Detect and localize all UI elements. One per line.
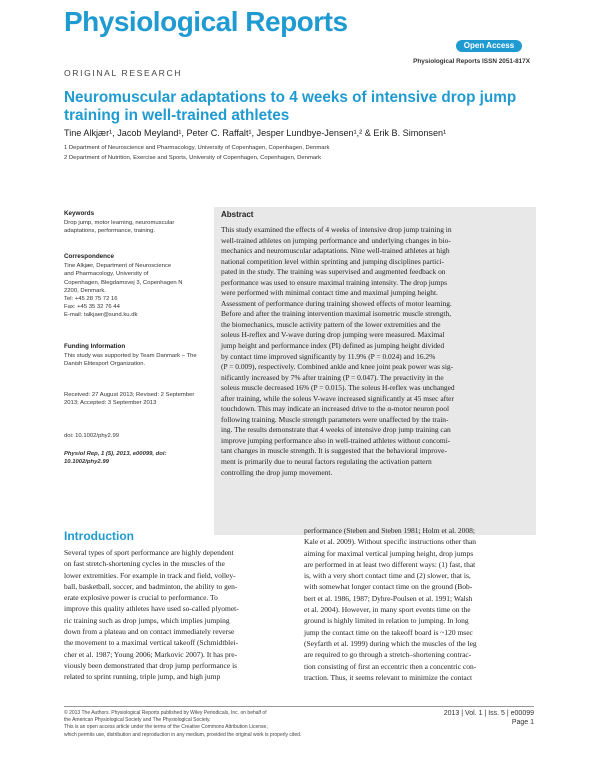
abstract-line: by contact time improved significantly by 11.9% (P = 0.024) and 16.2% bbox=[221, 351, 436, 361]
correspondence-line: and Pharmacology, University of bbox=[64, 271, 149, 278]
body-line: on fast stretch-shortening cycles in the muscles of the bbox=[64, 559, 225, 569]
affiliation-2: 2 Department of Nutrition, Exercise and Sports, University of Copenhagen, Copenhagen, Denmark bbox=[64, 155, 322, 161]
funding-text: This study was supported by Team Danmark – The Danish Elitesport Organization. bbox=[64, 353, 197, 368]
abstract-line: pated in the study. The training was supervised and augmented feedback on bbox=[221, 267, 446, 277]
body-line: et al. 2004). However, in many sport events time on the bbox=[304, 605, 471, 615]
abstract-line: following training. Muscle strength parameters were unaffected by the train- bbox=[221, 414, 449, 424]
issue-info bbox=[400, 709, 534, 727]
body-line: are required to go through a stretch–shortening contrac- bbox=[304, 650, 472, 660]
abstract-line: after training, while the soleus V-wave increased significantly at 45 msec after bbox=[221, 393, 454, 403]
abstract-line: nificantly increased by 7% after training (P = 0.047). The preactivity in the bbox=[221, 372, 444, 382]
page-number: Page 1 bbox=[511, 719, 534, 726]
dates-text: Received: 27 August 2013; Revised: 2 September 2013; Accepted: 3 September 2013 bbox=[64, 392, 195, 407]
body-line: lower extremities. For example in track and field, volley- bbox=[64, 570, 236, 580]
body-line: Several types of sport performance are highly dependent bbox=[64, 548, 234, 557]
body-line: Kale et al. 2009). Without specific instructions other than bbox=[304, 537, 477, 547]
introduction-column-2 bbox=[304, 525, 534, 683]
doi-link[interactable]: doi: 10.1002/phy2.99 bbox=[64, 433, 120, 439]
abstract-line: This study examined the effects of 4 weeks of intensive drop jump training in bbox=[221, 225, 452, 234]
body-line: jump the contact time on the takeoff board is ~120 msec bbox=[304, 627, 473, 637]
abstract-line: ing. The results demonstrate that 4 weeks of intensive drop jump training can bbox=[221, 425, 451, 435]
abstract-line: ment is primarily due to neural factors regulating the activation pattern bbox=[221, 457, 432, 467]
citation-text: Physiol Rep, 1 (5), 2013, e00099, doi: 10.1002/phy2.99 bbox=[64, 451, 167, 466]
correspondence-line: 2200, Denmark. bbox=[64, 287, 106, 294]
body-line: related to sprint running, triple jump, and high jump bbox=[64, 672, 221, 682]
correspondence-line: Tel: +45 28 75 72 16 bbox=[64, 296, 118, 303]
correspondence-line: Tine Alkjær, Department of Neuroscience bbox=[64, 263, 172, 270]
abstract-line: mechanics and neuromuscular adaptations. Nine well-trained athletes at high bbox=[221, 246, 450, 256]
section-label: ORIGINAL RESEARCH bbox=[64, 68, 183, 78]
body-line: are performed in at least two different ways: (1) fast, that bbox=[304, 559, 476, 569]
license-text bbox=[64, 710, 394, 739]
correspondence-email[interactable]: E-mail: talkjaer@sund.ku.dk bbox=[64, 312, 138, 319]
abstract-line: soleus muscle decreased 16% (P = 0.015). The soleus H-reflex was unchanged bbox=[221, 383, 455, 393]
body-line: traction. Thus, it seems relevant to minimize the contact bbox=[304, 672, 473, 682]
body-line: ground is highly limited in relation to jumping. In long bbox=[304, 616, 469, 626]
correspondence-line: Copenhagen, Blegdamsvej 3, Copenhagen N bbox=[64, 279, 183, 286]
abstract-line: improve jumping performance also in well-trained athletes without concomi- bbox=[221, 435, 451, 445]
abstract-line: touchdown. This may indicate an increased drive to the α-motor neuron pool bbox=[221, 404, 450, 414]
keywords-heading: Keywords bbox=[64, 210, 95, 217]
funding-heading: Funding Information bbox=[64, 343, 126, 350]
body-line: improve this quality athletes have used so-called plyomet- bbox=[64, 604, 239, 614]
affiliation-1: 1 Department of Neuroscience and Pharmacology, University of Copenhagen, Copenhagen, Denmark bbox=[64, 145, 330, 151]
body-line: cher et al. 1987; Young 2006; Markovic 2007). It has pre- bbox=[64, 649, 238, 659]
abstract-line: soleus H-reflex and V-wave during drop jumping were measured. Maximal bbox=[221, 330, 445, 340]
license-line: the American Physiological Society and The Physiological Society. bbox=[64, 717, 211, 724]
body-line: down from a plateau and on contact immediately reverse bbox=[64, 627, 235, 637]
abstract-line: performance was used to ensure maximal training intensity. The drop jumps bbox=[221, 277, 447, 287]
footer-divider bbox=[64, 706, 534, 707]
abstract-text bbox=[221, 225, 529, 478]
author-list: Tine Alkjær¹, Jacob Meyland¹, Peter C. Raffalt¹, Jesper Lundbye-Jensen¹,² & Erik B. Simonsen¹ bbox=[64, 128, 447, 138]
abstract-line: controlling the drop jump movement. bbox=[221, 467, 333, 477]
keywords-text: Drop jump, motor learning, neuromuscular adaptations, performance, training. bbox=[64, 220, 175, 235]
abstract-line: tant changes in muscle strength. It is suggested that the behavioral improve- bbox=[221, 446, 447, 456]
issue-line: 2013 | Vol. 1 | Iss. 5 | e00099 bbox=[443, 710, 534, 717]
body-line: erate explosive power is crucial to performance. To bbox=[64, 593, 218, 603]
license-line: This is an open access article under the terms of the Creative Commons Attribution License, bbox=[64, 724, 268, 731]
journal-name: Physiological Reports bbox=[64, 6, 348, 37]
introduction-heading: Introduction bbox=[64, 529, 134, 543]
license-line: © 2013 The Authors. Physiological Reports published by Wiley Periodicals, Inc. on behalf of bbox=[64, 710, 267, 716]
correspondence-block bbox=[64, 253, 204, 320]
keywords-block bbox=[64, 210, 204, 236]
body-line: ball, basketball, soccer, and badminton, the ability to gen- bbox=[64, 581, 238, 591]
abstract-line: were performed with minimal contact time and maximal jumping height. bbox=[221, 288, 438, 298]
body-line: (Seyfarth et al. 1999) during which the muscles of the leg bbox=[304, 638, 477, 648]
body-line: aiming for maximal vertical jumping height, drop jumps bbox=[304, 548, 474, 558]
abstract-line: the biomechanics, muscle activity pattern of the lower extremities and the bbox=[221, 319, 441, 329]
body-line: viously been demonstrated that drop jump performance is bbox=[64, 660, 238, 670]
funding-block bbox=[64, 343, 204, 369]
license-line: which permits use, distribution and reproduction in any medium, provided the original work is properly cited. bbox=[64, 731, 302, 738]
body-line: the movement to a maximal vertical takeoff (Schmidtblei- bbox=[64, 638, 239, 648]
body-line: performance (Steben and Steben 1981; Holm et al. 2008; bbox=[304, 526, 475, 535]
abstract-line: jump height and performance index (PI) defined as jumping height divided bbox=[221, 341, 445, 351]
open-access-badge: Open Access bbox=[456, 40, 522, 52]
body-line: ric training such as drop jumps, which implies jumping bbox=[64, 615, 230, 625]
abstract-line: Before and after the training intervention maximal isometric muscle strength, bbox=[221, 309, 452, 319]
correspondence-line: Fax: +45 35 32 76 44 bbox=[64, 304, 120, 311]
body-line: tion consisting of first an eccentric then a concentric con- bbox=[304, 661, 477, 671]
abstract-heading: Abstract bbox=[221, 210, 254, 219]
body-line: with somewhat longer contact time on the ground (Bob- bbox=[304, 582, 473, 592]
body-line: is, with a very short contact time and (2) slower, that is, bbox=[304, 571, 471, 581]
article-title: Neuromuscular adaptations to 4 weeks of intensive drop jump training in well-trained athletes bbox=[64, 89, 517, 124]
abstract-line: (P = 0.009), respectively. Combined ankle and knee joint peak power was sig- bbox=[221, 362, 454, 372]
introduction-column-1 bbox=[64, 547, 294, 683]
issn-line: Physiological Reports ISSN 2051-817X bbox=[413, 58, 530, 65]
abstract-line: Assessment of performance during training showed effects of motor learning. bbox=[221, 298, 452, 308]
abstract-line: national competition level within sprinting and jumping disciplines partici- bbox=[221, 256, 445, 266]
body-line: bert et al. 1986, 1987; Dyhre-Poulsen et al. 1991; Walsh bbox=[304, 593, 473, 603]
correspondence-heading: Correspondence bbox=[64, 253, 115, 260]
abstract-line: well-trained athletes on jumping performance and underlying changes in bio- bbox=[221, 235, 451, 245]
